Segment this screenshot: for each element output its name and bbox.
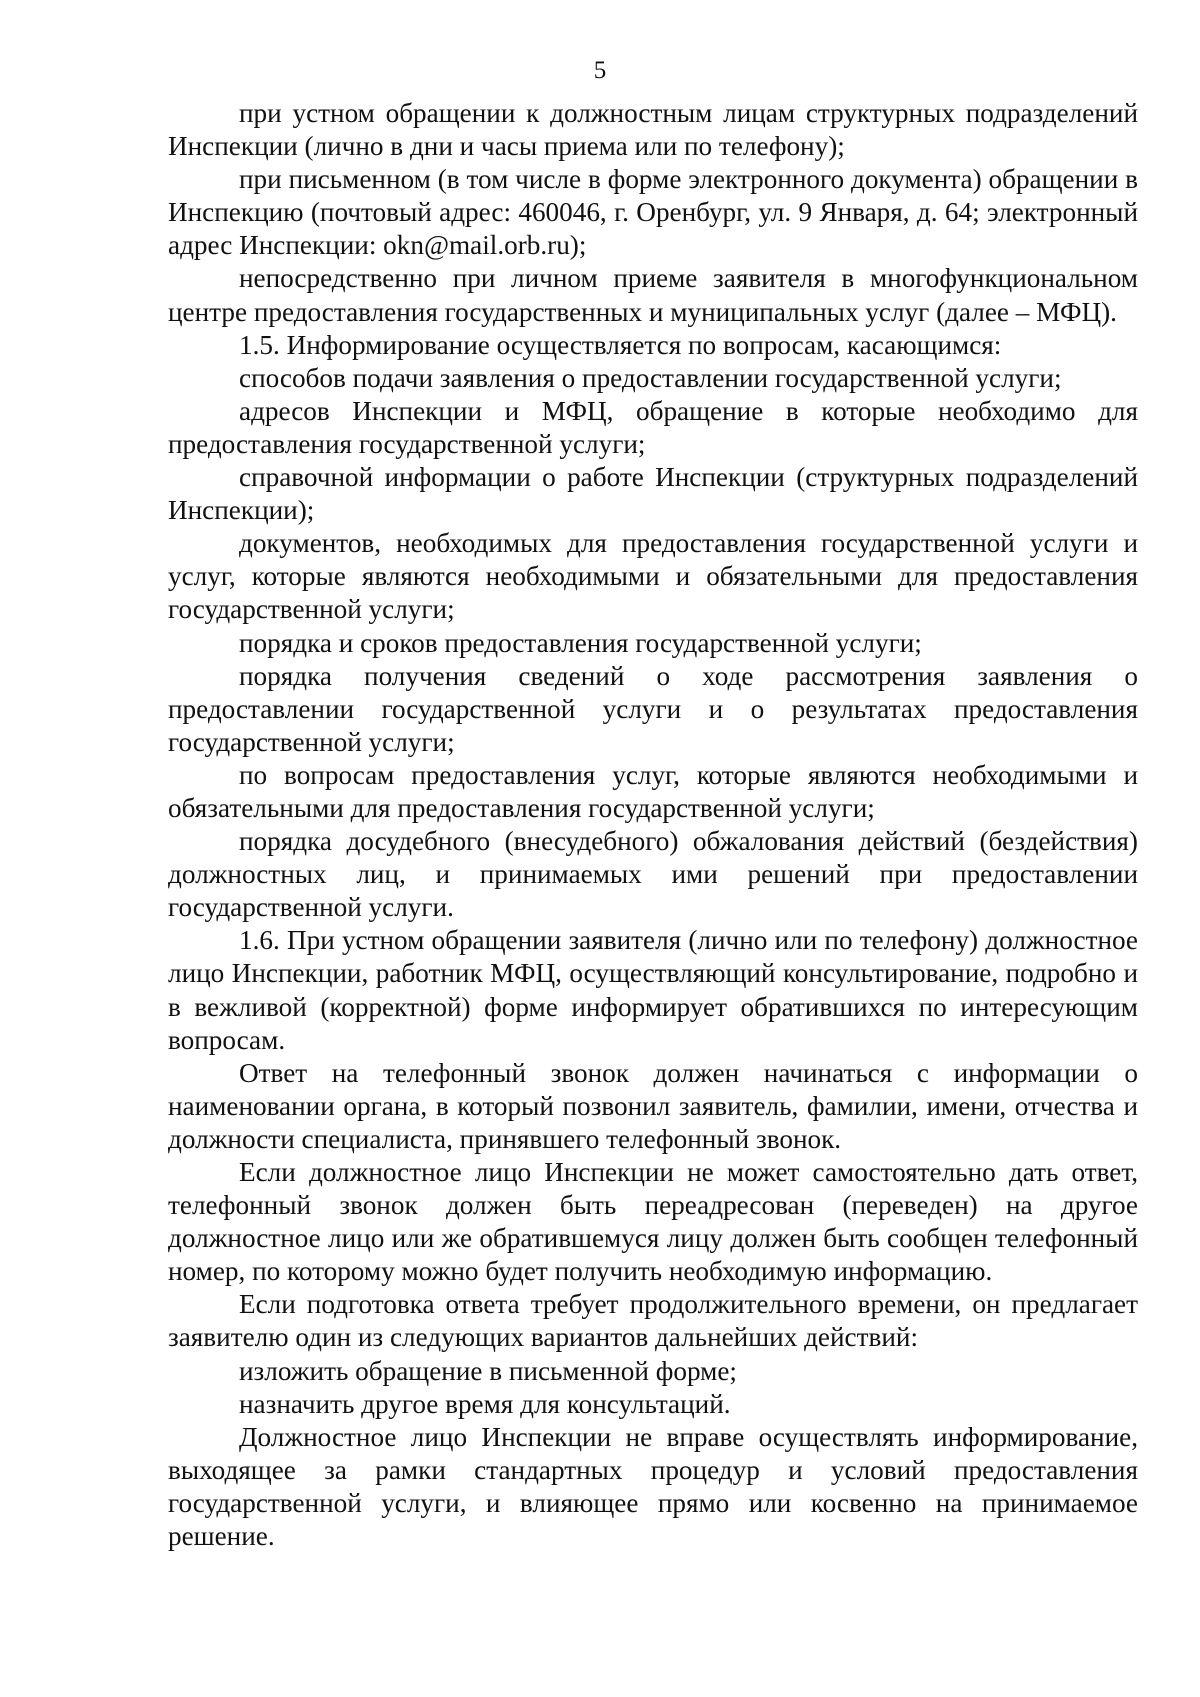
paragraph-reference-info: справочной информации о работе Инспекции (структурных подразделений Инспекции); [168,462,1138,526]
paragraph-progress-info: порядка получения сведений о ходе рассмотрения заявления о предоставлении государственной услуги и о результатах предоставления государственной услуги; [168,660,1138,757]
document-body [168,97,1138,1553]
paragraph-restriction: Должностное лицо Инспекции не вправе осуществлять информирование, выходящее за рамки стандартных процедур и условий предоставления государственной услуги, и влияющее прямо или косвенно на принимаемое решение. [168,1421,1138,1552]
page-number: 5 [593,57,607,84]
paragraph-mfc-personal-reception: непосредственно при личном приеме заявителя в многофункциональном центре предоставления государственных и муниципальных услуг (далее – МФЦ). [168,263,1138,327]
paragraph-procedure-terms: порядка и сроков предоставления государственной услуги; [239,627,922,658]
paragraph-oral-appeal: при устном обращении к должностным лицам структурных подразделений Инспекции (лично в дни и часы приема или по телефону); [168,98,1138,162]
paragraph-other-time-option: назначить другое время для консультаций. [239,1388,731,1419]
paragraph-long-preparation: Если подготовка ответа требует продолжительного времени, он предлагает заявителю один из следующих вариантов дальнейших действий: [168,1289,1138,1353]
paragraph-phone-answer: Ответ на телефонный звонок должен начинаться с информации о наименовании органа, в который позвонил заявитель, фамилии, имени, отчества и должности специалиста, принявшего телефонный звонок. [168,1057,1138,1154]
paragraph-section-1-6: 1.6. При устном обращении заявителя (лично или по телефону) должностное лицо Инспекции, работник МФЦ, осуществляющий консультирование, подробно и в вежливой (корректной) форме информирует обратившихся по интересующим вопросам. [168,925,1138,1055]
paragraph-related-services: по вопросам предоставления услуг, которые являются необходимыми и обязательными для предоставления государственной услуги; [168,759,1138,823]
paragraph-written-form-option: изложить обращение в письменной форме; [239,1355,737,1386]
paragraph-appeal-procedure: порядка досудебного (внесудебного) обжалования действий (бездействия) должностных лиц, и принимаемых ими решений при предоставлении государственной услуги. [168,826,1138,923]
paragraph-written-appeal: при письменном (в том числе в форме электронного документа) обращении в Инспекцию (почтовый адрес: 460046, г. Оренбург, ул. 9 Января, д. 64; электронный адрес Инспекции: okn@mail.orb.ru); [168,164,1138,261]
paragraph-required-documents: документов, необходимых для предоставления государственной услуги и услуг, которые являются необходимыми и обязательными для предоставления государственной услуги; [168,528,1138,625]
paragraph-submission-methods: способов подачи заявления о предоставлении государственной услуги; [239,362,1062,393]
paragraph-addresses: адресов Инспекции и МФЦ, обращение в которые необходимо для предоставления государственной услуги; [168,395,1138,459]
paragraph-call-redirect: Если должностное лицо Инспекции не может самостоятельно дать ответ, телефонный звонок должен быть переадресован (переведен) на другое должностное лицо или же обратившемуся лицу должен быть сообщен телефонный номер, по которому можно будет получить необходимую информацию. [168,1157,1138,1287]
paragraph-section-1-5: 1.5. Информирование осуществляется по вопросам, касающимся: [239,329,1002,360]
